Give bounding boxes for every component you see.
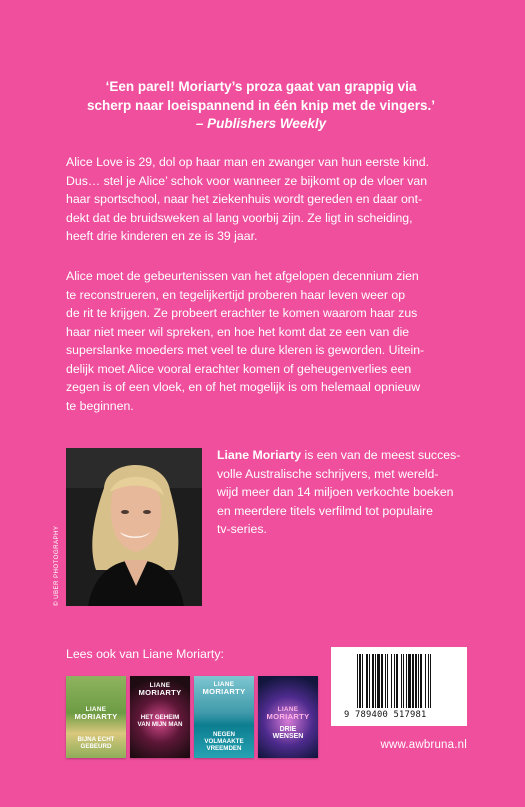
text-line: haar sportschool, naar het ziekenhuis wordt gereden en daar ont- <box>66 192 423 206</box>
text-line: te reconstrueren, en tegelijkertijd proberen haar leven weer op <box>66 287 406 302</box>
text-line: Alice moet de gebeurtenissen van het afgelopen decennium zien <box>66 269 419 283</box>
book-title: HET GEHEIM VAN MIJN MAN <box>137 714 183 728</box>
isbn-number: 9 789400 517981 <box>344 710 427 720</box>
book-cover-het-geheim-van-mijn-man <box>130 676 190 758</box>
author-name: Liane Moriarty <box>217 448 302 462</box>
book-author: LIANE MORIARTY <box>138 682 182 697</box>
text-line: delijk moet Alice vooral erachter komen of geheugenverlies een <box>66 361 412 376</box>
author-photo <box>66 448 202 606</box>
barcode-bar <box>385 654 386 708</box>
barcode-bar <box>359 654 361 708</box>
text-line: te beginnen. <box>66 398 134 413</box>
barcode-bar <box>430 654 431 708</box>
barcode-bar <box>412 654 414 708</box>
barcode-bar <box>369 654 370 708</box>
barcode-bar <box>403 654 404 708</box>
barcode-bar <box>377 654 380 708</box>
synopsis-paragraph-1 <box>66 153 464 246</box>
book-author: LIANE MORIARTY <box>74 706 118 721</box>
publisher-website: www.awbruna.nl <box>380 739 467 751</box>
barcode-bar <box>372 654 374 708</box>
text-line: volle Australische schrijvers, met wereld- <box>217 466 439 481</box>
text-line <box>217 446 467 465</box>
barcode-bars <box>357 654 461 708</box>
barcode-bar <box>401 654 402 708</box>
author-bio <box>217 446 467 539</box>
barcode-bar <box>362 654 363 708</box>
also-by-heading: Lees ook van Liane Moriarty: <box>66 647 224 661</box>
barcode-bar <box>366 654 368 708</box>
barcode-bar <box>406 654 407 708</box>
book-title: DRIE WENSEN <box>272 726 304 740</box>
text-line: Dus… stel je Alice’ schok voor wanneer ze bijkomt op de vloer van <box>66 173 428 188</box>
barcode-bar <box>375 654 376 708</box>
barcode-bar <box>357 654 358 708</box>
barcode-bar <box>391 654 392 708</box>
barcode-bar <box>394 654 395 708</box>
book-cover-negen-volmaakte-vreemden <box>194 676 254 758</box>
synopsis-paragraph-2 <box>66 267 464 415</box>
bio-line-1-rest: is een van de meest succes- <box>301 448 461 462</box>
text-line: de rit te krijgen. Ze probeert erachter te komen waarom haar zus <box>66 306 418 320</box>
text-line: haar niet meer wil spreken, en hoe het komt dat ze een van die <box>66 324 410 339</box>
barcode-bar <box>420 654 422 708</box>
text-line: tv-series. <box>217 522 267 536</box>
text-line: heeft drie kinderen en ze is 39 jaar. <box>66 229 258 243</box>
book-title: NEGEN VOLMAAKTE VREEMDEN <box>204 731 244 752</box>
text-line: en meerdere titels verfilmd tot populaire <box>217 503 433 518</box>
book-title: BIJNA ECHT GEBEURD <box>77 736 115 750</box>
barcode-bar <box>408 654 411 708</box>
barcode-bar <box>425 654 426 708</box>
quote-source: – Publishers Weekly <box>195 116 327 131</box>
photo-credit: © UBER PHOTOGRAPHY <box>53 525 60 606</box>
text-line: wijd meer dan 14 miljoen verkochte boeken <box>217 485 454 499</box>
barcode-bar <box>415 654 417 708</box>
barcode-bar <box>387 654 388 708</box>
barcode-bar <box>418 654 419 708</box>
text-line: superslanke moeders met veel te dure kleren is geworden. Uitein- <box>66 343 425 357</box>
book-author: LIANE MORIARTY <box>202 681 246 696</box>
book-cover-drie-wensen <box>258 676 318 758</box>
text-line: zegen is of een vloek, en of het mogelijk is om helemaal opnieuw <box>66 380 421 394</box>
text-line: Alice Love is 29, dol op haar man en zwanger van hun eerste kind. <box>66 155 429 169</box>
text-line: dekt dat de bruidsweken al lang voorbij zijn. Ze ligt in scheiding, <box>66 210 413 225</box>
book-cover-bijna-echt-gebeurd <box>66 676 126 758</box>
barcode-bar <box>381 654 383 708</box>
barcode <box>331 647 467 726</box>
barcode-bar <box>428 654 429 708</box>
book-author: LIANE MORIARTY <box>266 706 310 721</box>
barcode-bar <box>396 654 398 708</box>
quote-line-2: scherp naar loeispannend in één knip met de vingers.’ <box>86 97 436 113</box>
review-quote <box>66 78 456 134</box>
quote-line-1: ‘Een parel! Moriarty’s proza gaat van grappig via <box>105 79 417 94</box>
